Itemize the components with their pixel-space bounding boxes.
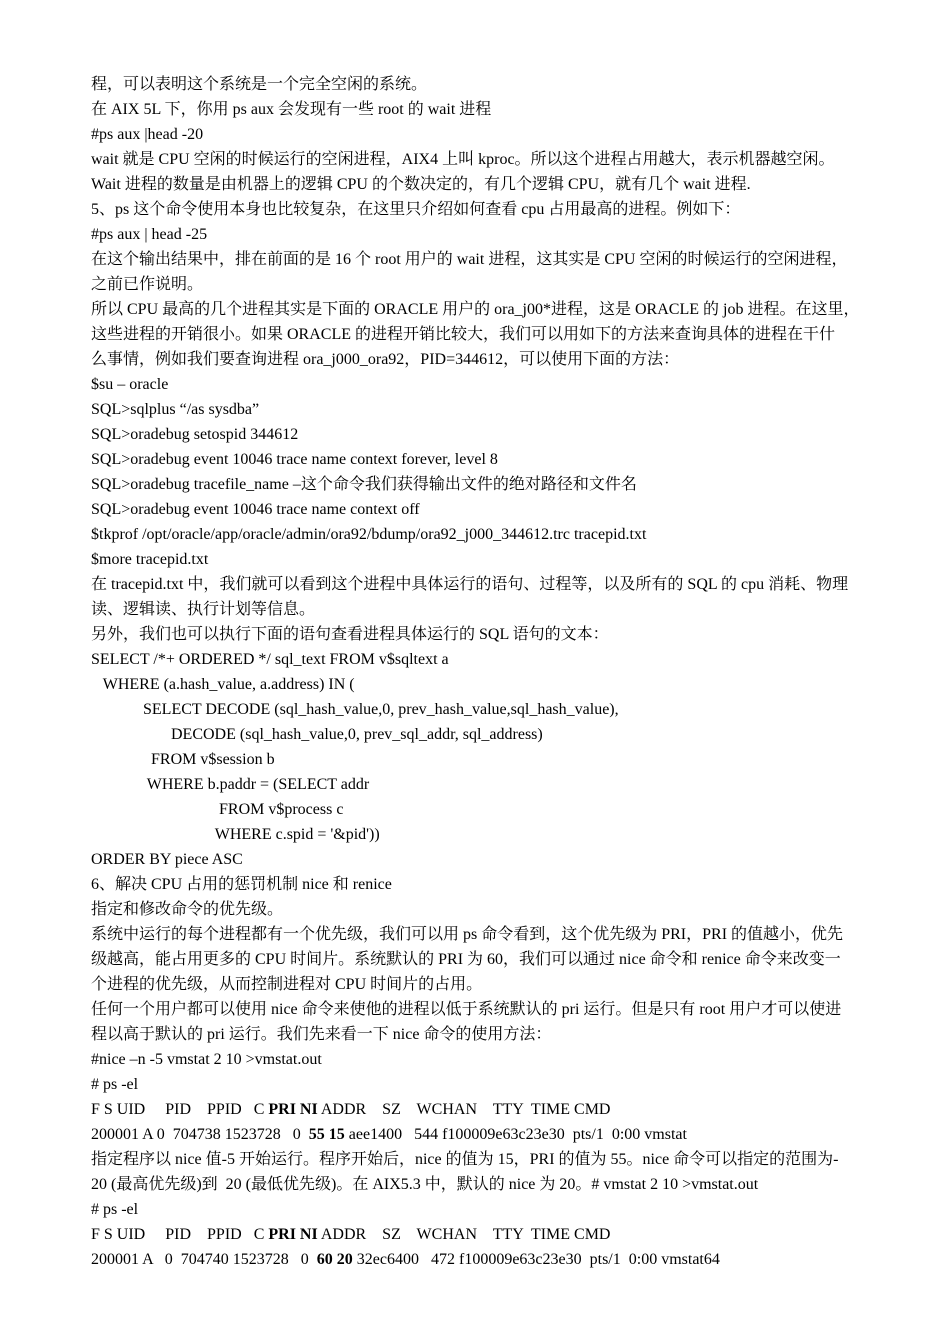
sql-line: SELECT DECODE (sql_hash_value,0, prev_hash_value,sql_hash_value), <box>91 701 619 718</box>
ps-row-part: 200001 A 0 704738 1523728 0 <box>91 1126 309 1143</box>
ps-header-bold: PRI NI <box>268 1226 318 1243</box>
ps-header-part: ADDR SZ WCHAN TTY TIME CMD <box>317 1226 611 1243</box>
command-line: $tkprof /opt/oracle/app/oracle/admin/ora92/bdump/ora92_j000_344612.trc tracepid.txt <box>91 526 647 543</box>
text-line: 么事情，例如我们要查询进程 ora_j000_ora92，PID=344612，可以使用下面的方法： <box>91 351 680 368</box>
text-line: 另外，我们也可以执行下面的语句查看进程具体运行的 SQL 语句的文本： <box>91 626 609 643</box>
command-line: $su – oracle <box>91 376 169 393</box>
text-line: 之前已作说明。 <box>91 276 204 293</box>
text-line: 程以高于默认的 pri 运行。我们先来看一下 nice 命令的使用方法： <box>91 1026 552 1043</box>
ps-header-part: F S UID PID PPID C <box>91 1226 269 1243</box>
command-line: #ps aux |head -20 <box>91 126 204 143</box>
command-line: SQL>sqlplus “/as sysdba” <box>91 401 260 418</box>
text-line: Wait 进程的数量是由机器上的逻辑 CPU 的个数决定的，有几个逻辑 CPU，就有几个 wait 进程. <box>91 176 751 193</box>
text-line: 读、逻辑读、执行计划等信息。 <box>91 601 316 618</box>
ps-header-bold: PRI NI <box>268 1101 318 1118</box>
ps-table-row <box>91 1247 890 1272</box>
command-line: #nice –n -5 vmstat 2 10 >vmstat.out <box>91 1051 322 1068</box>
sql-line: WHERE c.spid = '&pid')) <box>91 826 380 843</box>
ps-header-part: F S UID PID PPID C <box>91 1101 269 1118</box>
command-line: # ps -el <box>91 1076 139 1093</box>
text-line: 所以 CPU 最高的几个进程其实是下面的 ORACLE 用户的 ora_j00*进程，这是 ORACLE 的 job 进程。在这里， <box>91 301 860 318</box>
ps-row-part: 32ec6400 472 f100009e63c23e30 pts/1 0:00 vmstat64 <box>352 1251 720 1268</box>
text-line: 系统中运行的每个进程都有一个优先级，我们可以用 ps 命令看到，这个优先级为 PRI，PRI 的值越小，优先 <box>91 926 844 943</box>
sql-line: FROM v$session b <box>91 751 275 768</box>
text-line: 在 tracepid.txt 中，我们就可以看到这个进程中具体运行的语句、过程等，以及所有的 SQL 的 cpu 消耗、物理 <box>91 576 849 593</box>
ps-row-part: 200001 A 0 704740 1523728 0 <box>91 1251 317 1268</box>
text-line: 指定程序以 nice 值-5 开始运行。程序开始后，nice 的值为 15，PRI 的值为 55。nice 命令可以指定的范围为- <box>91 1151 839 1168</box>
text-line: 在这个输出结果中，排在前面的是 16 个 root 用户的 wait 进程，这其实是 CPU 空闲的时候运行的空闲进程， <box>91 251 848 268</box>
ps-header-part: ADDR SZ WCHAN TTY TIME CMD <box>317 1101 611 1118</box>
text-line: 这些进程的开销很小。如果 ORACLE 的进程开销比较大，我们可以用如下的方法来查询具体的进程在干什 <box>91 326 836 343</box>
text-line: 20 (最高优先级)到 20 (最低优先级)。在 AIX5.3 中，默认的 nice 为 20。# vmstat 2 10 >vmstat.out <box>91 1176 759 1193</box>
command-line: # ps -el <box>91 1201 139 1218</box>
sql-line: DECODE (sql_hash_value,0, prev_sql_addr, sql_address) <box>91 726 543 743</box>
ps-table-header <box>91 1097 890 1122</box>
text-line: wait 就是 CPU 空闲的时候运行的空闲进程，AIX4 上叫 kproc。所以这个进程占用越大，表示机器越空闲。 <box>91 151 835 168</box>
sql-line: ORDER BY piece ASC <box>91 851 243 868</box>
sql-line: WHERE b.paddr = (SELECT addr <box>91 776 370 793</box>
text-line: 任何一个用户都可以使用 nice 命令来使他的进程以低于系统默认的 pri 运行。但是只有 root 用户才可以使进 <box>91 1001 842 1018</box>
command-line: #ps aux | head -25 <box>91 226 208 243</box>
sql-line: FROM v$process c <box>91 801 344 818</box>
text-line: 指定和修改命令的优先级。 <box>91 901 284 918</box>
text-line: 级越高，能占用更多的 CPU 时间片。系统默认的 PRI 为 60，我们可以通过 nice 命令和 renice 命令来改变一 <box>91 951 841 968</box>
sql-line: WHERE (a.hash_value, a.address) IN ( <box>91 676 355 693</box>
text-line: 个进程的优先级，从而控制进程对 CPU 时间片的占用。 <box>91 976 483 993</box>
ps-table-header <box>91 1222 890 1247</box>
command-line: SQL>oradebug tracefile_name –这个命令我们获得输出文件的绝对路径和文件名 <box>91 476 637 493</box>
section-heading: 6、解决 CPU 占用的惩罚机制 nice 和 renice <box>91 876 392 893</box>
ps-row-bold: 55 15 <box>308 1126 345 1143</box>
text-line: 在 AIX 5L 下，你用 ps aux 会发现有一些 root 的 wait 进程 <box>91 101 492 118</box>
command-line: SQL>oradebug setospid 344612 <box>91 426 299 443</box>
text-line: 程，可以表明这个系统是一个完全空闲的系统。 <box>91 76 428 93</box>
ps-row-part: aee1400 544 f100009e63c23e30 pts/1 0:00 vmstat <box>344 1126 687 1143</box>
section-heading: 5、ps 这个命令使用本身也比较复杂，在这里只介绍如何查看 cpu 占用最高的进程。例如下： <box>91 201 741 218</box>
ps-row-bold: 60 20 <box>316 1251 353 1268</box>
sql-line: SELECT /*+ ORDERED */ sql_text FROM v$sqltext a <box>91 651 449 668</box>
ps-table-row <box>91 1122 890 1147</box>
command-line: SQL>oradebug event 10046 trace name context off <box>91 501 420 518</box>
command-line: SQL>oradebug event 10046 trace name context forever, level 8 <box>91 451 498 468</box>
command-line: $more tracepid.txt <box>91 551 209 568</box>
